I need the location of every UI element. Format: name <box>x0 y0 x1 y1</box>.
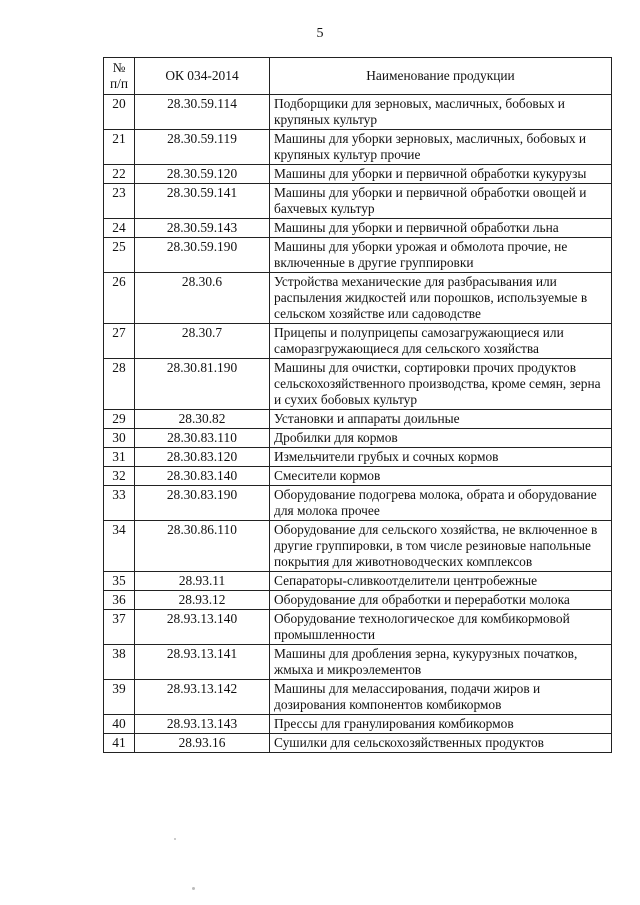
table-row <box>104 184 612 219</box>
table-row <box>104 165 612 184</box>
table-row <box>104 521 612 572</box>
okpd-code: 28.30.83.120 <box>135 448 270 467</box>
okpd-code: 28.30.59.119 <box>135 130 270 165</box>
product-name: Сепараторы-сливкоотделители центробежные <box>270 572 612 591</box>
product-name: Установки и аппараты доильные <box>270 410 612 429</box>
okpd-code: 28.93.11 <box>135 572 270 591</box>
okpd-code: 28.30.59.190 <box>135 238 270 273</box>
header-row <box>104 58 612 95</box>
row-number: 24 <box>104 219 135 238</box>
row-number: 36 <box>104 591 135 610</box>
product-name: Машины для дробления зерна, кукурузных початков, жмыха и микроэлементов <box>270 645 612 680</box>
okpd-code: 28.30.83.110 <box>135 429 270 448</box>
product-name: Подборщики для зерновых, масличных, бобовых и крупяных культур <box>270 95 612 130</box>
table-body <box>104 95 612 753</box>
table-header <box>104 58 612 95</box>
okpd-code: 28.30.81.190 <box>135 359 270 410</box>
row-number: 34 <box>104 521 135 572</box>
okpd-code: 28.30.83.190 <box>135 486 270 521</box>
okpd-code: 28.93.16 <box>135 734 270 753</box>
header-code: ОК 034-2014 <box>135 58 270 95</box>
okpd-code: 28.30.6 <box>135 273 270 324</box>
page-number: 5 <box>316 26 324 41</box>
product-name: Смесители кормов <box>270 467 612 486</box>
scan-speck <box>192 887 195 890</box>
row-number: 31 <box>104 448 135 467</box>
row-number: 32 <box>104 467 135 486</box>
product-name: Машины для мелассирования, подачи жиров и дозирования компонентов комбикормов <box>270 680 612 715</box>
okpd-code: 28.30.59.114 <box>135 95 270 130</box>
row-number: 37 <box>104 610 135 645</box>
row-number: 29 <box>104 410 135 429</box>
product-name: Прессы для гранулирования комбикормов <box>270 715 612 734</box>
header-num: № п/п <box>104 58 135 95</box>
product-name: Оборудование технологическое для комбикормовой промышленности <box>270 610 612 645</box>
table-row <box>104 467 612 486</box>
product-name: Машины для уборки и первичной обработки льна <box>270 219 612 238</box>
table-row <box>104 359 612 410</box>
product-name: Дробилки для кормов <box>270 429 612 448</box>
product-name: Машины для уборки и первичной обработки овощей и бахчевых культур <box>270 184 612 219</box>
product-name: Оборудование подогрева молока, обрата и оборудование для молока прочее <box>270 486 612 521</box>
row-number: 40 <box>104 715 135 734</box>
okpd-code: 28.30.7 <box>135 324 270 359</box>
table-row <box>104 591 612 610</box>
row-number: 23 <box>104 184 135 219</box>
table-row <box>104 572 612 591</box>
okpd-code: 28.30.83.140 <box>135 467 270 486</box>
product-name: Машины для уборки зерновых, масличных, бобовых и крупяных культур прочие <box>270 130 612 165</box>
table-row <box>104 680 612 715</box>
row-number: 20 <box>104 95 135 130</box>
row-number: 33 <box>104 486 135 521</box>
table-row <box>104 219 612 238</box>
okpd-code: 28.30.59.141 <box>135 184 270 219</box>
table-row <box>104 486 612 521</box>
row-number: 26 <box>104 273 135 324</box>
row-number: 39 <box>104 680 135 715</box>
table-row <box>104 410 612 429</box>
okpd-code: 28.93.12 <box>135 591 270 610</box>
table-row <box>104 130 612 165</box>
row-number: 30 <box>104 429 135 448</box>
table-row <box>104 429 612 448</box>
table-row <box>104 645 612 680</box>
products-table <box>103 57 612 753</box>
row-number: 41 <box>104 734 135 753</box>
table-row <box>104 238 612 273</box>
row-number: 38 <box>104 645 135 680</box>
okpd-code: 28.93.13.142 <box>135 680 270 715</box>
product-name: Оборудование для обработки и переработки молока <box>270 591 612 610</box>
okpd-code: 28.30.86.110 <box>135 521 270 572</box>
table-row <box>104 715 612 734</box>
row-number: 27 <box>104 324 135 359</box>
table-row <box>104 734 612 753</box>
product-name: Прицепы и полуприцепы самозагружающиеся или саморазгружающиеся для сельского хозяйства <box>270 324 612 359</box>
product-name: Машины для очистки, сортировки прочих продуктов сельскохозяйственного производства, кроме семян, зерна и сухих бобовых культур <box>270 359 612 410</box>
okpd-code: 28.93.13.140 <box>135 610 270 645</box>
table-row <box>104 324 612 359</box>
okpd-code: 28.30.82 <box>135 410 270 429</box>
product-name: Машины для уборки и первичной обработки кукурузы <box>270 165 612 184</box>
product-name: Оборудование для сельского хозяйства, не включенное в другие группировки, в том числе резиновые напольные покрытия для животноводческих комплексов <box>270 521 612 572</box>
header-name: Наименование продукции <box>270 58 612 95</box>
row-number: 21 <box>104 130 135 165</box>
table-row <box>104 610 612 645</box>
okpd-code: 28.30.59.120 <box>135 165 270 184</box>
row-number: 22 <box>104 165 135 184</box>
product-name: Сушилки для сельскохозяйственных продуктов <box>270 734 612 753</box>
row-number: 28 <box>104 359 135 410</box>
scan-speck <box>174 838 176 840</box>
table-row <box>104 448 612 467</box>
okpd-code: 28.30.59.143 <box>135 219 270 238</box>
row-number: 25 <box>104 238 135 273</box>
product-name: Измельчители грубых и сочных кормов <box>270 448 612 467</box>
table-row <box>104 273 612 324</box>
okpd-code: 28.93.13.143 <box>135 715 270 734</box>
table-row <box>104 95 612 130</box>
product-name: Устройства механические для разбрасывания или распыления жидкостей или порошков, используемые в сельском хозяйстве или садоводстве <box>270 273 612 324</box>
row-number: 35 <box>104 572 135 591</box>
product-name: Машины для уборки урожая и обмолота прочие, не включенные в другие группировки <box>270 238 612 273</box>
okpd-code: 28.93.13.141 <box>135 645 270 680</box>
